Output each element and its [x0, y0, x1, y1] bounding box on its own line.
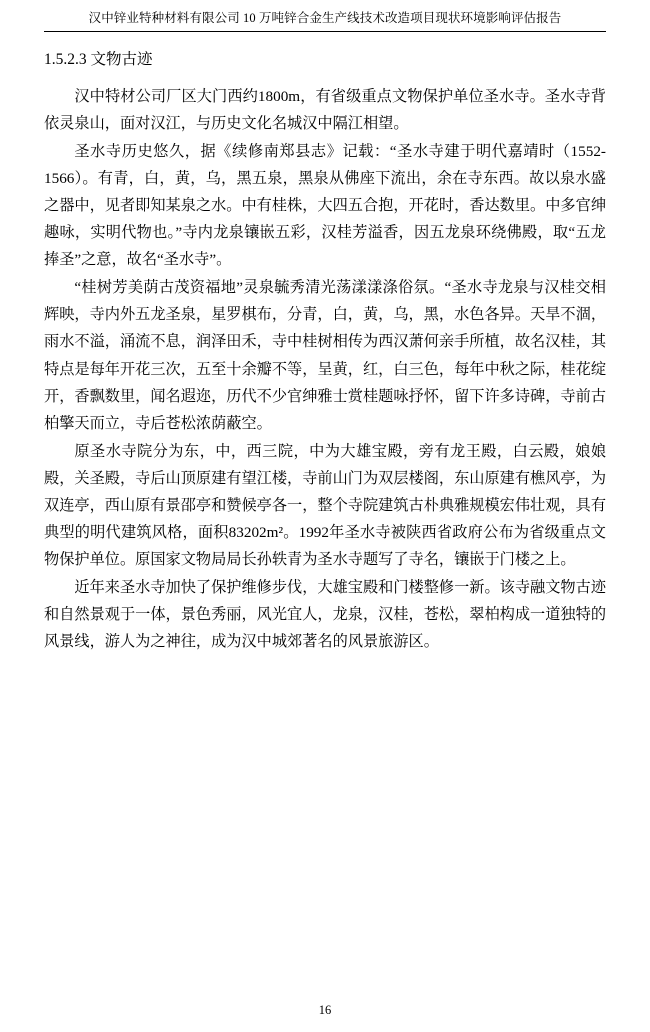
page-footer: 16 — [318, 1003, 332, 1017]
paragraph-4: 原圣水寺院分为东，中，西三院，中为大雄宝殿，旁有龙王殿，白云殿，娘娘殿，关圣殿，寺后山顶原建有望江楼，寺前山门为双层楼阁，东山原建有樵风亭，为双连亭，西山原有景邵亭和赞候亭各一，整个寺院建筑古朴典雅规模宏伟壮观，具有典型的明代建筑风格，面积83202m²。1992年圣水寺被陕西省政府公布为省级重点文物保护单位。原国家文物局局长孙轶青为圣水寺题写了寺名，镶嵌于门楼之上。 — [44, 442, 606, 568]
paragraph-5: 近年来圣水寺加快了保护维修步伐，大雄宝殿和门楼整修一新。该寺融文物古迹和自然景观于一体，景色秀丽，风光宜人，龙泉，汉桂，苍松，翠柏构成一道独特的风景线，游人为之神往，成为汉中城郊著名的风景旅游区。 — [44, 578, 606, 650]
header-divider — [44, 31, 606, 32]
paragraph-1: 汉中特材公司厂区大门西约1800m，有省级重点文物保护单位圣水寺。圣水寺背依灵泉山，面对汉江，与历史文化名城汉中隔江相望。 — [44, 88, 606, 133]
page-header: 汉中锌业特种材料有限公司 10 万吨锌合金生产线技术改造项目现状环境影响评估报告 — [88, 11, 562, 25]
paragraph-3: “桂树芳美荫古茂资福地”灵泉毓秀清光荡漾漾涤俗氛。“圣水寺龙泉与汉桂交相辉映，寺内外五龙圣泉，星罗棋布，分青，白，黄，乌，黑，水色各异。天旱不涸，雨水不溢，涌流不息，润泽田禾，寺中桂树相传为西汉萧何亲手所植，故名汉桂，其特点是每年开花三次，五至十余瓣不等，呈黄，红，白三色，每年中秋之际，桂花绽开，香飘数里，闻名遐迩，历代不少官绅雅士赏桂题咏抒怀，留下许多诗碑，寺前古柏擎天而立，寺后苍松浓荫蔽空。 — [44, 279, 606, 432]
paragraph-2: 圣水寺历史悠久，据《续修南郑县志》记载：“圣水寺建于明代嘉靖时（1552-1566）。有青，白，黄，乌，黑五泉，黑泉从佛座下流出，余在寺东西。故以泉水盛之器中，见者即知某泉之水。中有桂株，大四五合抱，开花时，香达数里。中多官绅趣咏，实明代物也。”寺内龙泉镶嵌五彩，汉桂芳溢香，因五龙泉环绕佛殿，取“五龙捧圣”之意，故名“圣水寺”。 — [44, 143, 606, 269]
section-heading: 1.5.2.3 文物古迹 — [44, 51, 153, 69]
